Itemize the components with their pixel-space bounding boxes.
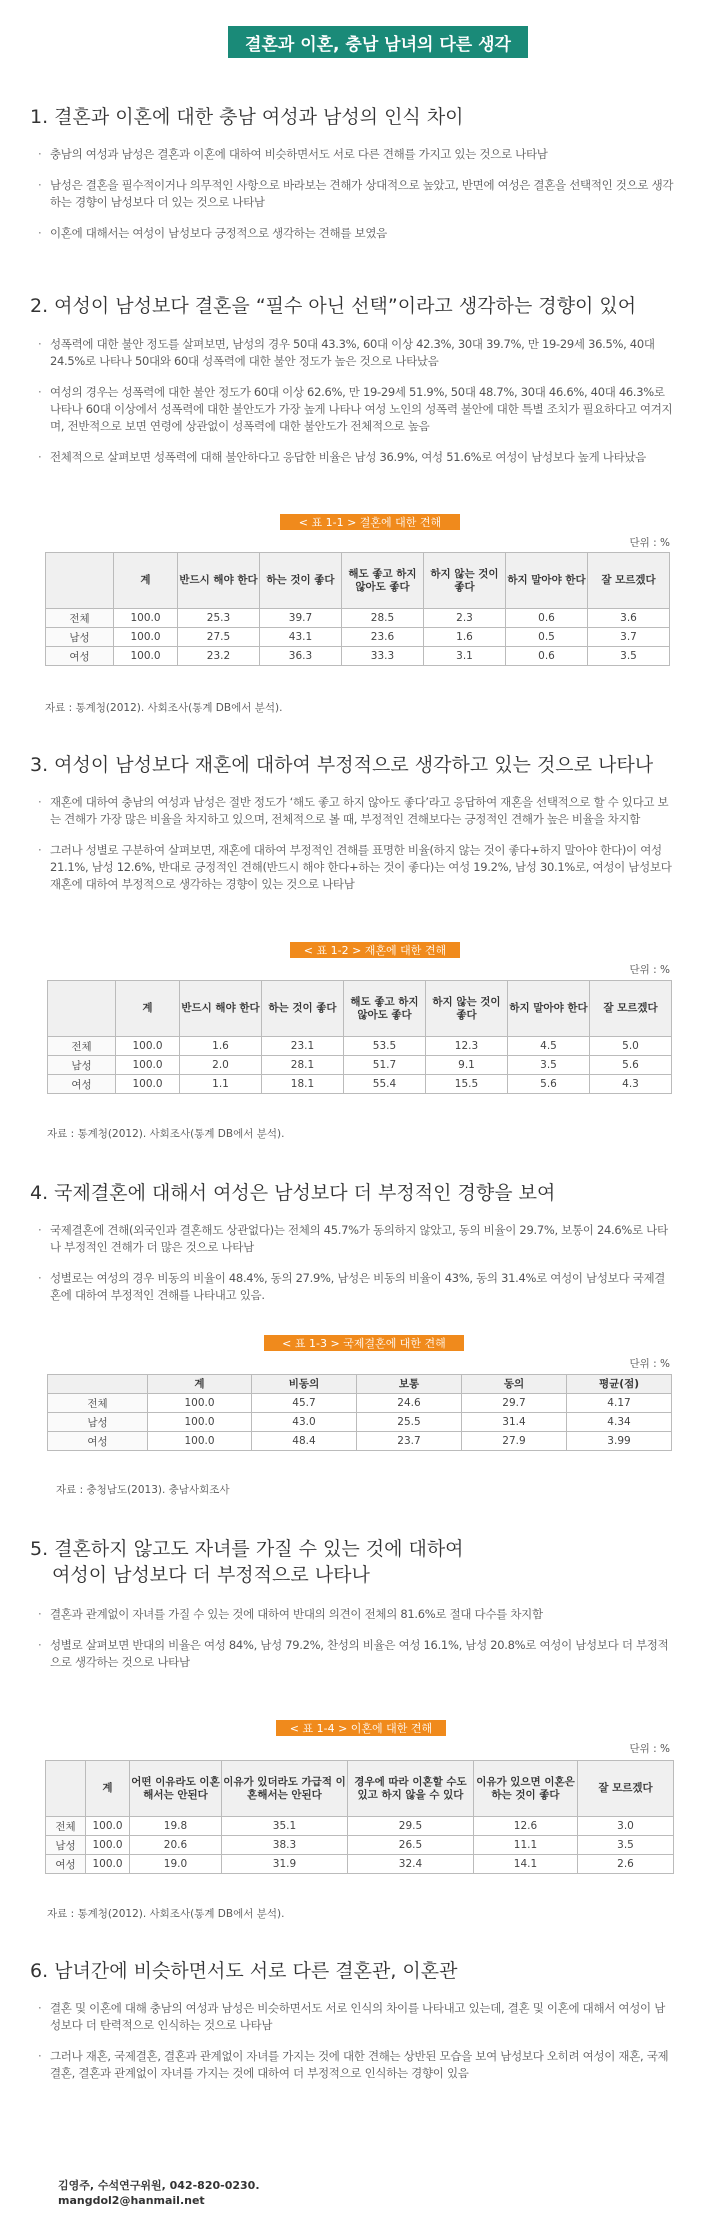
table-cell: 1.1 — [180, 1075, 262, 1094]
section-3-bullet: · 그러나 성별로 구분하여 살펴보면, 재혼에 대하여 부정적인 견해를 표명한 비율(하지 않는 것이 좋다+하지 말아야 한다)이 여성 21.1%, 남성 12.6%, 반대로 긍정적인 견해(반드시 해야 한다+하는 것이 좋다)는 여성 19.2%, 남성 30.1%로, 여성이 남성보다 재혼에 대하여 부정적으로 생각하는 경향이 있는 것으로 나타남 — [38, 842, 674, 893]
table-cell: 여성 — [46, 1855, 86, 1874]
table-row — [48, 1394, 672, 1413]
section-1-bullets — [38, 146, 674, 256]
author-info — [58, 2178, 260, 2208]
table-cell: 23.6 — [342, 628, 424, 647]
table-cell: 32.4 — [348, 1855, 474, 1874]
table-cell: 11.1 — [474, 1836, 578, 1855]
table-cell: 100.0 — [148, 1413, 252, 1432]
section-2-bullet: · 전체적으로 살펴보면 성폭력에 대해 불안하다고 응답한 비율은 남성 36.9%, 여성 51.6%로 여성이 남성보다 높게 나타났음 — [38, 449, 674, 466]
table-row — [48, 1056, 672, 1075]
section-3-bullets — [38, 794, 674, 907]
table-1-caption: < 표 1-1 > 결혼에 대한 견해 — [280, 514, 460, 530]
table-4 — [45, 1760, 674, 1874]
section-2-bullet: · 여성의 경우는 성폭력에 대한 불안 정도가 60대 이상 62.6%, 만 19-29세 51.9%, 50대 48.7%, 30대 46.6%, 40대 46.3%로 나타나 60대 이상에서 성폭력에 대한 불안도가 가장 높게 나타나 여성 노인의 성폭력 불안에 대한 특별 조치가 필요하다고 여겨지며, 전반적으로 보면 연령에 상관없이 성폭력에 대한 불안도가 전체적으로 높음 — [38, 384, 674, 435]
table-cell: 여성 — [48, 1432, 148, 1451]
section-1-bullet: · 남성은 결혼을 필수적이거나 의무적인 사항으로 바라보는 견해가 상대적으로 높았고, 반면에 여성은 결혼을 선택적인 것으로 생각하는 경향이 남성보다 더 있는 것으로 나타남 — [38, 177, 674, 211]
table-header-cell: 잘 모르겠다 — [588, 553, 670, 609]
table-cell: 20.6 — [130, 1836, 222, 1855]
table-cell: 0.6 — [506, 609, 588, 628]
table-cell: 5.6 — [508, 1075, 590, 1094]
table-cell: 53.5 — [344, 1037, 426, 1056]
table-cell: 5.0 — [590, 1037, 672, 1056]
table-header-cell: 반드시 해야 한다 — [178, 553, 260, 609]
table-cell: 3.5 — [508, 1056, 590, 1075]
table-cell: 19.0 — [130, 1855, 222, 1874]
section-3-heading: 3. 여성이 남성보다 재혼에 대하여 부정적으로 생각하고 있는 것으로 나타나 — [30, 754, 654, 776]
table-cell: 100.0 — [114, 628, 178, 647]
section-4-bullet: · 국제결혼에 견해(외국인과 결혼해도 상관없다)는 전체의 45.7%가 동의하지 않았고, 동의 비율이 29.7%, 보통이 24.6%로 나타나 부정적인 견해가 더 많은 것으로 나타남 — [38, 1222, 674, 1256]
author-email[interactable]: mangdol2@hanmail.net — [58, 2194, 205, 2207]
table-header-cell: 평균(점) — [567, 1375, 672, 1394]
section-3-bullet: · 재혼에 대하여 충남의 여성과 남성은 절반 정도가 ‘해도 좋고 하지 않아도 좋다’라고 응답하여 재혼을 선택적으로 할 수 있다고 보는 견해가 가장 많은 비율을 차지하고 있으며, 전체적으로 볼 때, 부정적인 견해보다는 긍정적인 견해가 높은 비율을 차지함 — [38, 794, 674, 828]
table-cell: 100.0 — [86, 1836, 130, 1855]
section-5-heading-line: 여성이 남성보다 더 부정적으로 나타나 — [52, 1564, 370, 1586]
section-5-heading-line: 5. 결혼하지 않고도 자녀를 가질 수 있는 것에 대하여 — [30, 1538, 464, 1560]
table-cell: 3.7 — [588, 628, 670, 647]
table-header-cell: 계 — [148, 1375, 252, 1394]
table-1-source: 자료 : 통계청(2012). 사회조사(통계 DB에서 분석). — [45, 702, 283, 714]
table-cell: 27.9 — [462, 1432, 567, 1451]
table-row — [46, 1836, 674, 1855]
table-cell: 23.7 — [357, 1432, 462, 1451]
table-header-cell: 하지 말아야 한다 — [508, 981, 590, 1037]
table-cell: 35.1 — [222, 1817, 348, 1836]
table-header-cell: 하지 않는 것이 좋다 — [424, 553, 506, 609]
table-cell: 2.0 — [180, 1056, 262, 1075]
table-row — [48, 1037, 672, 1056]
table-3 — [47, 1374, 672, 1451]
table-row — [46, 1817, 674, 1836]
table-cell: 24.6 — [357, 1394, 462, 1413]
table-cell: 28.5 — [342, 609, 424, 628]
table-cell: 15.5 — [426, 1075, 508, 1094]
table-cell: 0.5 — [506, 628, 588, 647]
section-6-heading: 6. 남녀간에 비슷하면서도 서로 다른 결혼관, 이혼관 — [30, 1960, 458, 1982]
table-cell: 남성 — [46, 628, 114, 647]
table-cell: 전체 — [48, 1037, 116, 1056]
table-cell: 남성 — [48, 1413, 148, 1432]
table-header-cell: 이유가 있더라도 가급적 이혼해서는 안된다 — [222, 1761, 348, 1817]
table-header-cell: 잘 모르겠다 — [578, 1761, 674, 1817]
table-cell: 26.5 — [348, 1836, 474, 1855]
table-1-unit: 단위 : % — [629, 537, 670, 549]
table-cell: 여성 — [46, 647, 114, 666]
table-cell: 여성 — [48, 1075, 116, 1094]
section-2-bullet: · 성폭력에 대한 불안 정도를 살펴보면, 남성의 경우 50대 43.3%, 60대 이상 42.3%, 30대 39.7%, 만 19-29세 36.5%, 40대 24.5%로 나타나 50대와 60대 성폭력에 대한 불안 정도가 높은 것으로 나타났음 — [38, 336, 674, 370]
table-cell: 38.3 — [222, 1836, 348, 1855]
table-cell: 남성 — [46, 1836, 86, 1855]
section-6-bullet: · 결혼 및 이혼에 대해 충남의 여성과 남성은 비슷하면서도 서로 인식의 차이를 나타내고 있는데, 결혼 및 이혼에 대해서 여성이 남성보다 더 탄력적으로 인식하는 것으로 나타남 — [38, 2000, 674, 2034]
section-4-bullets — [38, 1222, 674, 1318]
table-cell: 18.1 — [262, 1075, 344, 1094]
table-cell: 4.5 — [508, 1037, 590, 1056]
table-4-caption: < 표 1-4 > 이혼에 대한 견해 — [276, 1720, 446, 1736]
table-cell: 3.0 — [578, 1817, 674, 1836]
table-cell: 100.0 — [116, 1075, 180, 1094]
table-cell: 23.1 — [262, 1037, 344, 1056]
table-cell: 43.1 — [260, 628, 342, 647]
table-2-unit: 단위 : % — [629, 964, 670, 976]
table-header-cell — [48, 1375, 148, 1394]
table-cell: 9.1 — [426, 1056, 508, 1075]
table-cell: 31.4 — [462, 1413, 567, 1432]
section-1-bullet: · 이혼에 대해서는 여성이 남성보다 긍정적으로 생각하는 견해를 보였음 — [38, 225, 674, 242]
table-2 — [47, 980, 672, 1094]
table-cell: 전체 — [46, 609, 114, 628]
table-4-source: 자료 : 통계청(2012). 사회조사(통계 DB에서 분석). — [47, 1908, 285, 1920]
table-cell: 2.3 — [424, 609, 506, 628]
table-header-cell: 동의 — [462, 1375, 567, 1394]
table-cell: 27.5 — [178, 628, 260, 647]
table-cell: 14.1 — [474, 1855, 578, 1874]
table-header-cell: 하지 않는 것이 좋다 — [426, 981, 508, 1037]
table-cell: 25.5 — [357, 1413, 462, 1432]
table-1 — [45, 552, 670, 666]
table-header-cell: 경우에 따라 이혼할 수도 있고 하지 않을 수 있다 — [348, 1761, 474, 1817]
table-header-cell: 계 — [86, 1761, 130, 1817]
table-cell: 3.1 — [424, 647, 506, 666]
table-row — [48, 1075, 672, 1094]
table-row — [48, 1432, 672, 1451]
table-3-caption: < 표 1-3 > 국제결혼에 대한 견해 — [264, 1335, 464, 1351]
section-5-bullet: · 결혼과 관계없이 자녀를 가질 수 있는 것에 대하여 반대의 의견이 전체의 81.6%로 절대 다수를 차지함 — [38, 1606, 674, 1623]
table-header-cell: 해도 좋고 하지 않아도 좋다 — [344, 981, 426, 1037]
table-cell: 3.6 — [588, 609, 670, 628]
table-cell: 43.0 — [252, 1413, 357, 1432]
section-6-bullet: · 그러나 재혼, 국제결혼, 결혼과 관계없이 자녀를 가지는 것에 대한 견해는 상반된 모습을 보여 남성보다 오히려 여성이 재혼, 국제결혼, 결혼과 관계없이 자녀를 가지는 것에 대하여 더 부정적으로 인식하는 경향이 있음 — [38, 2048, 674, 2082]
table-2-caption: < 표 1-2 > 재혼에 대한 견해 — [290, 942, 460, 958]
table-row — [46, 647, 670, 666]
page-title: 결혼과 이혼, 충남 남녀의 다른 생각 — [228, 26, 528, 58]
table-cell: 전체 — [46, 1817, 86, 1836]
table-cell: 23.2 — [178, 647, 260, 666]
section-2-bullets — [38, 336, 674, 480]
table-cell: 33.3 — [342, 647, 424, 666]
table-header-cell: 어떤 이유라도 이혼해서는 안된다 — [130, 1761, 222, 1817]
table-header-cell: 비동의 — [252, 1375, 357, 1394]
section-4-heading: 4. 국제결혼에 대해서 여성은 남성보다 더 부정적인 경향을 보여 — [30, 1182, 556, 1204]
table-header-cell: 반드시 해야 한다 — [180, 981, 262, 1037]
table-cell: 28.1 — [262, 1056, 344, 1075]
table-header-cell — [46, 553, 114, 609]
table-cell: 45.7 — [252, 1394, 357, 1413]
table-3-unit: 단위 : % — [629, 1358, 670, 1370]
table-cell: 55.4 — [344, 1075, 426, 1094]
table-cell: 100.0 — [114, 647, 178, 666]
table-header-cell: 계 — [116, 981, 180, 1037]
section-5-heading — [30, 1536, 464, 1588]
table-cell: 3.5 — [588, 647, 670, 666]
table-header-cell: 이유가 있으면 이혼은 하는 것이 좋다 — [474, 1761, 578, 1817]
table-header-cell: 계 — [114, 553, 178, 609]
table-header-cell: 하는 것이 좋다 — [262, 981, 344, 1037]
table-cell: 51.7 — [344, 1056, 426, 1075]
table-cell: 100.0 — [148, 1394, 252, 1413]
table-header-cell: 해도 좋고 하지 않아도 좋다 — [342, 553, 424, 609]
table-header-cell: 잘 모르겠다 — [590, 981, 672, 1037]
table-cell: 1.6 — [424, 628, 506, 647]
section-2-heading: 2. 여성이 남성보다 결혼을 “필수 아닌 선택”이라고 생각하는 경향이 있어 — [30, 295, 637, 317]
table-cell: 4.34 — [567, 1413, 672, 1432]
table-cell: 48.4 — [252, 1432, 357, 1451]
table-cell: 0.6 — [506, 647, 588, 666]
table-cell: 19.8 — [130, 1817, 222, 1836]
author-contact: 김영주, 수석연구위원, 042-820-0230. — [58, 2179, 260, 2192]
table-cell: 남성 — [48, 1056, 116, 1075]
section-4-bullet: · 성별로는 여성의 경우 비동의 비율이 48.4%, 동의 27.9%, 남성은 비동의 비율이 43%, 동의 31.4%로 여성이 남성보다 국제결혼에 대하여 부정적인 견해를 나타내고 있음. — [38, 1270, 674, 1304]
table-header-cell — [46, 1761, 86, 1817]
section-5-bullet: · 성별로 살펴보면 반대의 비율은 여성 84%, 남성 79.2%, 찬성의 비율은 여성 16.1%, 남성 20.8%로 여성이 남성보다 더 부정적으로 생각하는 것으로 나타남 — [38, 1637, 674, 1671]
table-row — [46, 1855, 674, 1874]
section-6-bullets — [38, 2000, 674, 2096]
section-1-bullet: · 충남의 여성과 남성은 결혼과 이혼에 대하여 비슷하면서도 서로 다른 견해를 가지고 있는 것으로 나타남 — [38, 146, 674, 163]
table-cell: 4.3 — [590, 1075, 672, 1094]
table-cell: 1.6 — [180, 1037, 262, 1056]
table-cell: 31.9 — [222, 1855, 348, 1874]
table-cell: 2.6 — [578, 1855, 674, 1874]
table-cell: 전체 — [48, 1394, 148, 1413]
section-1-heading: 1. 결혼과 이혼에 대한 충남 여성과 남성의 인식 차이 — [30, 106, 464, 128]
table-cell: 5.6 — [590, 1056, 672, 1075]
table-cell: 100.0 — [116, 1037, 180, 1056]
table-row — [46, 609, 670, 628]
table-row — [48, 1413, 672, 1432]
table-cell: 25.3 — [178, 609, 260, 628]
table-3-source: 자료 : 충청남도(2013). 충남사회조사 — [56, 1484, 230, 1496]
table-header-cell: 보통 — [357, 1375, 462, 1394]
table-4-unit: 단위 : % — [629, 1743, 670, 1755]
table-cell: 12.3 — [426, 1037, 508, 1056]
table-cell: 3.99 — [567, 1432, 672, 1451]
table-row — [46, 628, 670, 647]
table-cell: 4.17 — [567, 1394, 672, 1413]
table-2-source: 자료 : 통계청(2012). 사회조사(통계 DB에서 분석). — [47, 1128, 285, 1140]
table-cell: 3.5 — [578, 1836, 674, 1855]
table-header-cell: 하지 말아야 한다 — [506, 553, 588, 609]
section-5-bullets — [38, 1606, 674, 1685]
table-cell: 100.0 — [148, 1432, 252, 1451]
table-cell: 12.6 — [474, 1817, 578, 1836]
table-cell: 100.0 — [86, 1855, 130, 1874]
table-cell: 100.0 — [114, 609, 178, 628]
table-cell: 29.5 — [348, 1817, 474, 1836]
table-header-cell — [48, 981, 116, 1037]
table-cell: 100.0 — [116, 1056, 180, 1075]
table-cell: 36.3 — [260, 647, 342, 666]
table-cell: 29.7 — [462, 1394, 567, 1413]
table-header-cell: 하는 것이 좋다 — [260, 553, 342, 609]
table-cell: 39.7 — [260, 609, 342, 628]
table-cell: 100.0 — [86, 1817, 130, 1836]
